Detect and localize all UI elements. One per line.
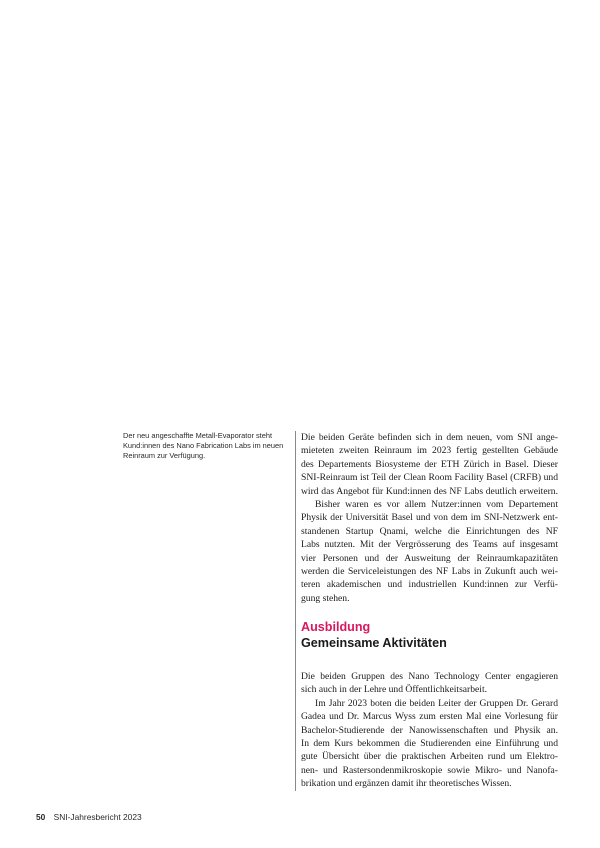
text-line: Die beiden Geräte befinden sich in dem neuen, vom SNI ange- — [301, 432, 558, 443]
text-line: werden die Serviceleistungen des NF Labs in Zukunft auch wei- — [301, 566, 558, 578]
text-line: Physik der Universität Basel und von dem im SNI-Netzwerk ent- — [301, 512, 558, 524]
text-line: Bachelor-Studierende der Nanowissenschaften und Physik an. — [301, 724, 558, 736]
page-number: 50 — [36, 812, 46, 822]
text-line: sich auch in der Lehre und Öffentlichkeitsarbeit. — [301, 684, 488, 696]
text-line: SNI-Reinraum ist Teil der Clean Room Facility Basel (CRFB) und — [301, 472, 558, 484]
text-line: des Departements Biosysteme der ETH Zürich in Basel. Dieser — [301, 458, 558, 470]
text-line: Gadea und Dr. Marcus Wyss zum ersten Mal eine Vorlesung für — [301, 711, 558, 723]
text-line: Die beiden Gruppen des Nano Technology Center engagieren — [301, 671, 558, 682]
text-line: gute Übersicht über die praktischen Arbeiten rund um Elektro- — [301, 751, 558, 763]
text-line: Im Jahr 2023 boten die beiden Leiter der Gruppen Dr. Gerard — [315, 697, 558, 709]
text-line: vier Personen und der Ausweitung der Reinraumkapazitäten — [301, 552, 558, 564]
publication-title: SNI-Jahresbericht 2023 — [53, 812, 142, 822]
text-line: brikation und ergänzen damit ihr theoretisches Wissen. — [301, 778, 512, 790]
text-line: nen- und Rastersondenmikroskopie sowie Mikro- und Nanofa- — [301, 764, 558, 776]
caption-line: Reinraum zur Verfügung. — [123, 451, 206, 461]
text-line: mieteten zweiten Reinraum im 2023 fertig gestellten Gebäude — [301, 445, 558, 457]
body-text-section-1 — [301, 431, 558, 605]
section-title: Gemeinsame Aktivitäten — [301, 636, 447, 650]
text-line: teren akademischen und industriellen Kund:innen zur Verfü- — [301, 579, 558, 591]
page-footer — [36, 812, 142, 822]
image-caption — [123, 431, 293, 462]
body-text-section-2 — [301, 670, 558, 791]
caption-line: Der neu angeschaffte Metall-Evaporator steht — [123, 431, 272, 440]
section-kicker: Ausbildung — [301, 620, 371, 634]
text-line: gung stehen. — [301, 592, 350, 604]
caption-line: Kund:innen des Nano Fabrication Labs im neuen — [123, 441, 284, 451]
column-divider — [295, 431, 296, 791]
text-line: In dem Kurs bekommen die Studierenden eine Einführung und — [301, 738, 558, 750]
text-line: standenen Startup Qnami, welche die Einrichtungen des NF — [301, 525, 558, 537]
section-heading — [301, 619, 558, 651]
text-line: wird das Angebot für Kund:innen des NF Labs deutlich erweitern. — [301, 485, 558, 497]
text-line: Labs nutzten. Mit der Vergrösserung des Teams auf insgesamt — [301, 539, 558, 551]
text-line: Bisher waren es vor allem Nutzer:innen vom Departement — [315, 499, 558, 511]
